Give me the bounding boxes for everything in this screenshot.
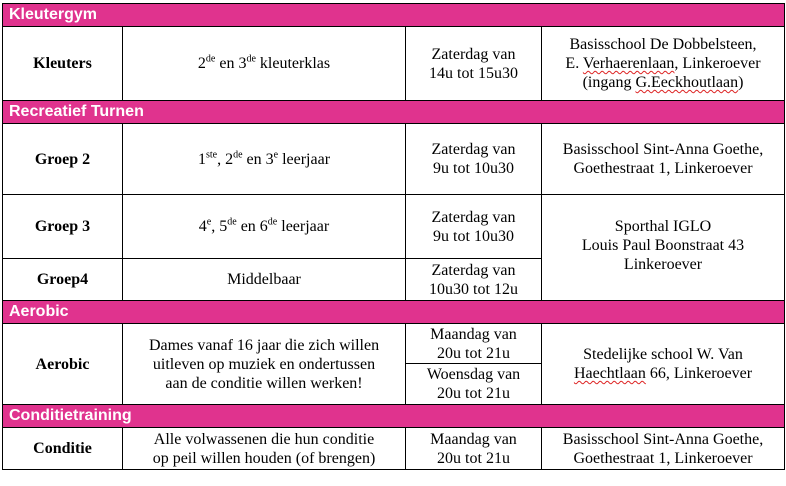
group-name: Kleuters (3, 27, 123, 101)
schedule-table (2, 3, 785, 470)
time-cell: Zaterdag van 9u tot 10u30 (406, 124, 542, 195)
time-cell: Woensdag van 20u tot 21u (406, 364, 542, 405)
group-description: Alle volwassenen die hun conditie op peil willen houden (of brengen) (123, 428, 406, 470)
group-description: Dames vanaf 16 jaar die zich willen uitleven op muziek en ondertussen aan de conditie willen werken! (123, 324, 406, 405)
section-title: Recreatief Turnen (3, 101, 785, 124)
time-cell: Maandag van 20u tot 21u (406, 428, 542, 470)
section-recreatief (3, 101, 785, 124)
group-description: 4e, 5de en 6de leerjaar (123, 195, 406, 259)
location-cell: Basisschool Sint-Anna Goethe, Goethestraat 1, Linkeroever (542, 428, 785, 470)
time-cell: Maandag van 20u tot 21u (406, 324, 542, 364)
location-cell: Stedelijke school W. Van Haechtlaan 66, Linkeroever (542, 324, 785, 405)
group-description: 2de en 3de kleuterklas (123, 27, 406, 101)
table-row (3, 124, 785, 195)
table-row (3, 324, 785, 364)
group-name: Groep4 (3, 259, 123, 301)
table-row (3, 195, 785, 259)
section-title: Kleutergym (3, 4, 785, 27)
section-title: Conditietraining (3, 405, 785, 428)
section-kleutergym (3, 4, 785, 27)
table-row (3, 428, 785, 470)
time-cell: Zaterdag van 9u tot 10u30 (406, 195, 542, 259)
table-row (3, 27, 785, 101)
group-name: Conditie (3, 428, 123, 470)
group-name: Aerobic (3, 324, 123, 405)
location-cell: Basisschool Sint-Anna Goethe, Goethestraat 1, Linkeroever (542, 124, 785, 195)
section-aerobic (3, 301, 785, 324)
group-name: Groep 3 (3, 195, 123, 259)
time-cell: Zaterdag van 10u30 tot 12u (406, 259, 542, 301)
group-name: Groep 2 (3, 124, 123, 195)
section-conditie (3, 405, 785, 428)
section-title: Aerobic (3, 301, 785, 324)
group-description: 1ste, 2de en 3e leerjaar (123, 124, 406, 195)
time-cell: Zaterdag van 14u tot 15u30 (406, 27, 542, 101)
schedule-document (2, 3, 784, 470)
location-cell: Sporthal IGLO Louis Paul Boonstraat 43 Linkeroever (542, 195, 785, 301)
group-description: Middelbaar (123, 259, 406, 301)
location-cell: Basisschool De Dobbelsteen, E. Verhaerenlaan, Linkeroever (ingang G.Eeckhoutlaan) (542, 27, 785, 101)
